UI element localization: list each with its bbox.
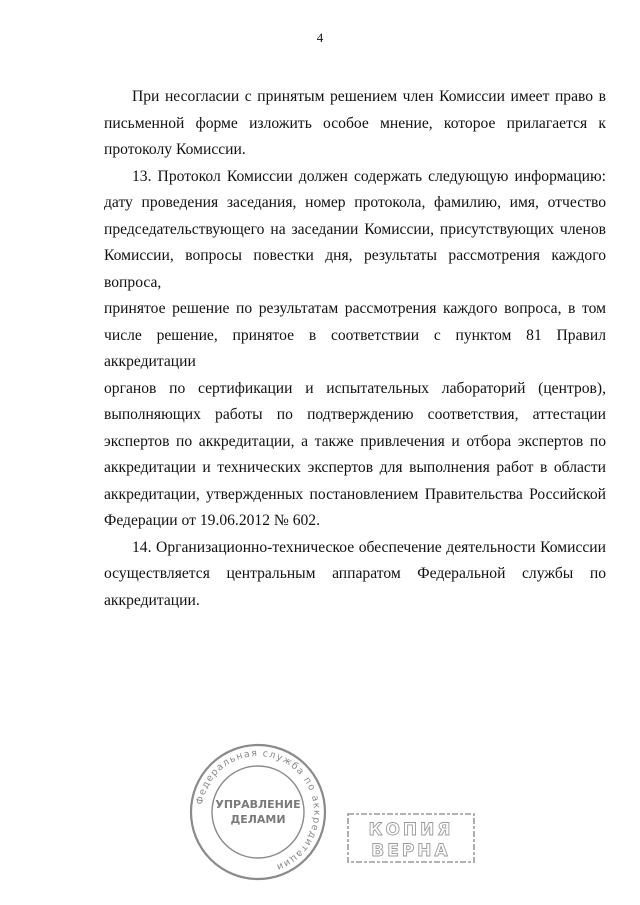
text-line: числе решение, принятое в соответствии с пунктом 81 Правил аккредитации [104,326,606,370]
copy-certified-stamp [346,812,476,864]
text-line: осуществляется центральным аппаратом Федеральной службы по [104,565,606,582]
stamp-line-1: КОПИЯ [368,820,454,840]
page-number: 4 [316,30,324,45]
text-line: принятое решение по результатам рассмотрения каждого вопроса, в том [104,300,606,317]
stamp-line-2: ВЕРНА [371,841,451,861]
text-line: При несогласии с принятым решением член Комиссии имеет право в [132,88,606,105]
text-line: органов по сертификации и испытательных лабораторий (центров), [104,379,606,397]
round-seal-stamp [188,742,328,882]
text-line: аккредитации, утвержденных постановлением Правительства Российской [104,485,606,503]
text-line: экспертов по аккредитации, а также привлечения и отбора экспертов по [104,432,606,450]
seal-center-line-2: ДЕЛАМИ [230,813,286,826]
text-line: протоколу Комиссии. [104,141,246,158]
text-line: письменной форме изложить особое мнение, которое прилагается к [104,114,606,132]
text-line: дату проведения заседания, номер протокола, фамилию, имя, отчество [104,194,606,211]
seal-rings [191,745,325,879]
text-line: выполняющих работы по подтверждению соответствия, аттестации [104,406,606,423]
seal-ring-text: Федеральная служба по аккредитации [194,747,323,873]
paragraph-13 [104,164,606,535]
seal-center-line-1: УПРАВЛЕНИЕ [215,798,301,811]
paragraph-14 [104,535,606,615]
text-line: 14. Организационно-техническое обеспечение деятельности Комиссии [132,538,606,556]
text-line: аккредитации. [104,591,200,609]
text-line: Федерации от 19.06.2012 № 602. [104,512,320,529]
text-line: председательствующего на заседании Комиссии, присутствующих членов [104,220,606,238]
paragraph-dissent [104,84,606,164]
document-body [104,84,606,614]
text-line: 13. Протокол Комиссии должен содержать следующую информацию: [132,167,606,185]
text-line: Комиссии, вопросы повестки дня, результаты рассмотрения каждого вопроса, [104,247,606,291]
text-line: аккредитации и технических экспертов для выполнения работ в области [104,459,606,476]
